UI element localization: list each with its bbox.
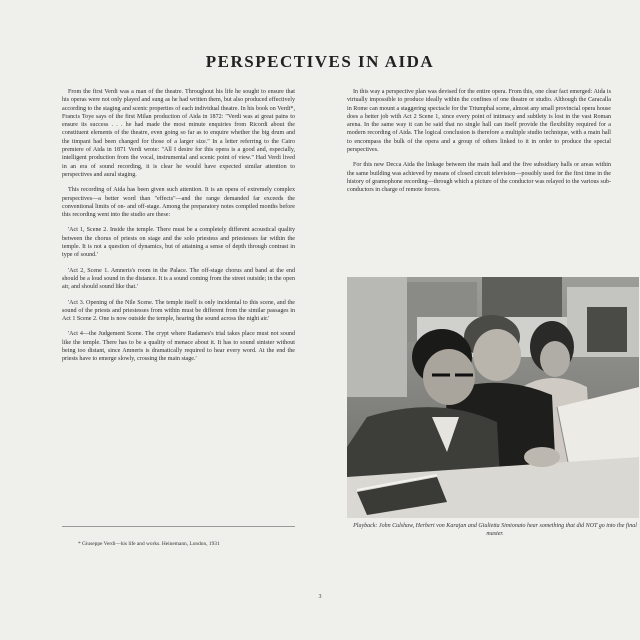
paragraph: 'Act 2, Scene 1. Amneris's room in the Palace. The off-stage chorus and band at the end should be a loud sound in the distance. It is a sound coming from the street outside; in the open air, and should sound like that.': [62, 267, 295, 291]
left-column: [62, 88, 295, 371]
paragraph: 'Act 1, Scene 2. Inside the temple. There must be a completely different acoustical quality between the chorus of priests on stage and the solo priestess and priestesses far within the temple. It is not a question of dynamics, but of attaining a sense of depth through contrast in type of sound.': [62, 227, 295, 259]
paragraph: From the first Verdi was a man of the theatre. Throughout his life he sought to ensure that his operas were not only played and sung as he had written them, but also produced effectively according to the staging and scenic properties of each individual theatre. In his book on Verdi*, Francis Toye says of the first Milan production of Aida in 1872: "Verdi was at great pains to ensure its success . . . he had made the most minute enquiries from Ricordi about the constituent elements of the theatre, even going so far as to enquire whether the big drum and the timpani had been changed for those of a larger size." In a letter referring to the Cairo premiere of Aida in 1871 Verdi wrote: "All I desire for this opera is a good and, especially, intelligent production from the vocal, instrumental and scenic point of view." Had Verdi lived in an era of sound recording, it is clear he would have expected similar attention to perspectives and aural staging.: [62, 89, 295, 178]
right-column: [347, 88, 611, 202]
page-number: 3: [318, 594, 322, 600]
paragraph: This recording of Aida has been given such attention. It is an opera of extremely complex perspectives—a better word than "effects"—and the range demanded far exceeds the conventional limits of on- and off-stage. Among the preparatory notes compiled months before this recording went into the studio are these:: [62, 187, 295, 219]
footnote-divider: [62, 526, 295, 527]
paragraph: For this new Decca Aida the linkage between the main hall and the five subsidiary halls or areas within the same building was achieved by means of closed circuit television—possibly used for the first time in the history of gramophone recording—through which a picture of the conductor was relayed to the various sub-conductors in charge of remote forces.: [347, 162, 611, 194]
paragraph: 'Act 4—the Judgement Scene. The crypt where Radames's trial takes place must not sound like the temple. There has to be a quality of menace about it. It has to sound sinister without being too distant, since Amneris is dramatically required to hear every word. At the end the priests have to emerge slowly, crossing the main stage.': [62, 331, 295, 363]
photo-playback: [347, 277, 639, 518]
paragraph: In this way a perspective plan was devised for the entire opera. From this, one clear fact emerged: Aida is virtually impossible to produce ideally within the confines of one theatre or studio. Although the Caracalla in Rome can mount a staggering spectacle for the Triumphal scene, almost any small provincial opera house does a better job with Act 2 Scene 1, since every point of intimacy and subtlety is lost in the vast Roman arena. In the same way it can be said that no single hall can itself provide the flexibility required for a modern recording of Aida. The logical conclusion is therefore a multiple studio technique, with a main hall to encompass the bulk of the opera and a group of others linked to it in order to produce the special perspectives.: [347, 89, 611, 154]
photo-illustration: [347, 277, 639, 518]
footnote: * Giuseppe Verdi—his life and works. Heinemann, London, 1931: [78, 541, 220, 547]
photo-caption: Playback: John Culshaw, Herbert von Karajan and Giulietta Simionato hear something that did NOT go into the final master.: [353, 523, 637, 537]
paragraph: 'Act 3. Opening of the Nile Scene. The temple itself is only incidental to this scene, and the sound of the priests and priestesses from within must be different from the similar passages in Act 1 Scene 2. One is now outside the temple, hearing the sound across the night air.': [62, 299, 295, 323]
page-title: PERSPECTIVES IN AIDA: [205, 52, 435, 71]
